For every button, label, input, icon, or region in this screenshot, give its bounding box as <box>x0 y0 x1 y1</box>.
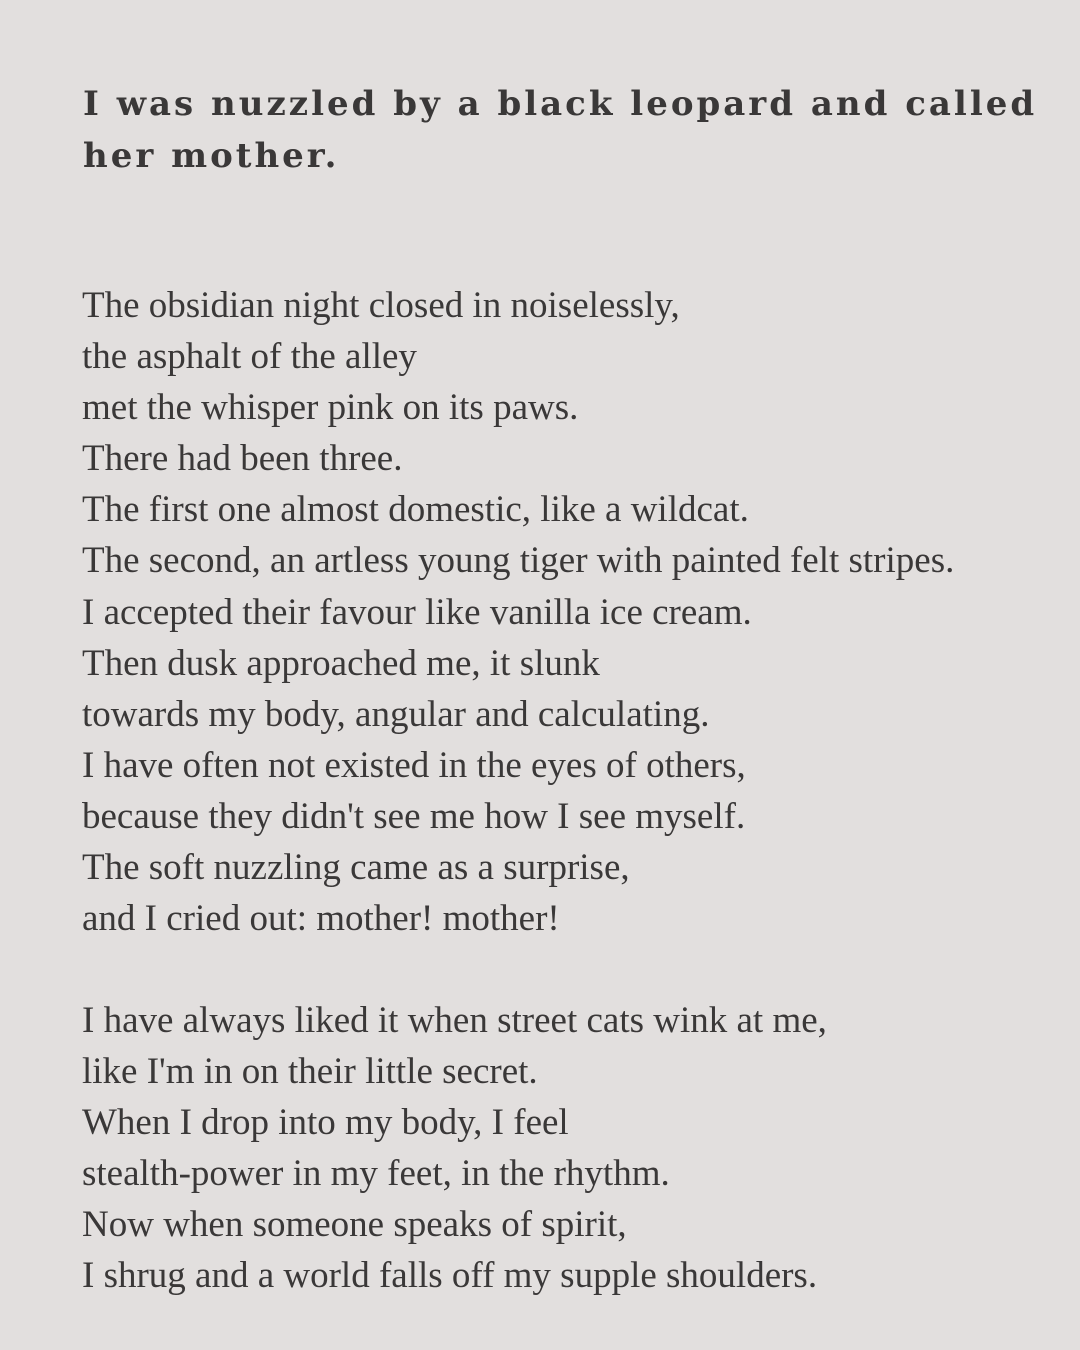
stanza-2 <box>82 995 1062 1302</box>
poem-line: I have always liked it when street cats wink at me, <box>82 1000 827 1041</box>
poem-line: Now when someone speaks of spirit, <box>82 1204 627 1246</box>
poem-line: When I drop into my body, I feel <box>82 1102 569 1144</box>
poem-line: The soft nuzzling came as a surprise, <box>82 847 630 889</box>
poem-line: and I cried out: mother! mother! <box>82 898 560 940</box>
poem-line: I accepted their favour like vanilla ice cream. <box>82 591 752 633</box>
poem-line: I shrug and a world falls off my supple shoulders. <box>82 1255 818 1297</box>
poem-line: stealth-power in my feet, in the rhythm. <box>82 1153 670 1195</box>
poem-line: like I'm in on their little secret. <box>82 1051 538 1093</box>
poem-line: The first one almost domestic, like a wildcat. <box>82 489 749 531</box>
poem-line: met the whisper pink on its paws. <box>82 387 579 429</box>
poem-line: Then dusk approached me, it slunk <box>82 642 600 684</box>
poem-line: The obsidian night closed in noiselessly, <box>82 285 680 326</box>
poem-line: the asphalt of the alley <box>82 336 417 378</box>
poem-title: I was nuzzled by a black leopard and called her mother. <box>83 84 1038 176</box>
poem-line: because they didn't see me how I see myself. <box>82 795 746 837</box>
stanza-1 <box>82 280 1062 944</box>
poem-line: towards my body, angular and calculating. <box>82 693 710 735</box>
poem-line: There had been three. <box>82 438 403 480</box>
poem-line: I have often not existed in the eyes of others, <box>82 744 746 786</box>
poem-line: The second, an artless young tiger with painted felt stripes. <box>82 540 955 582</box>
